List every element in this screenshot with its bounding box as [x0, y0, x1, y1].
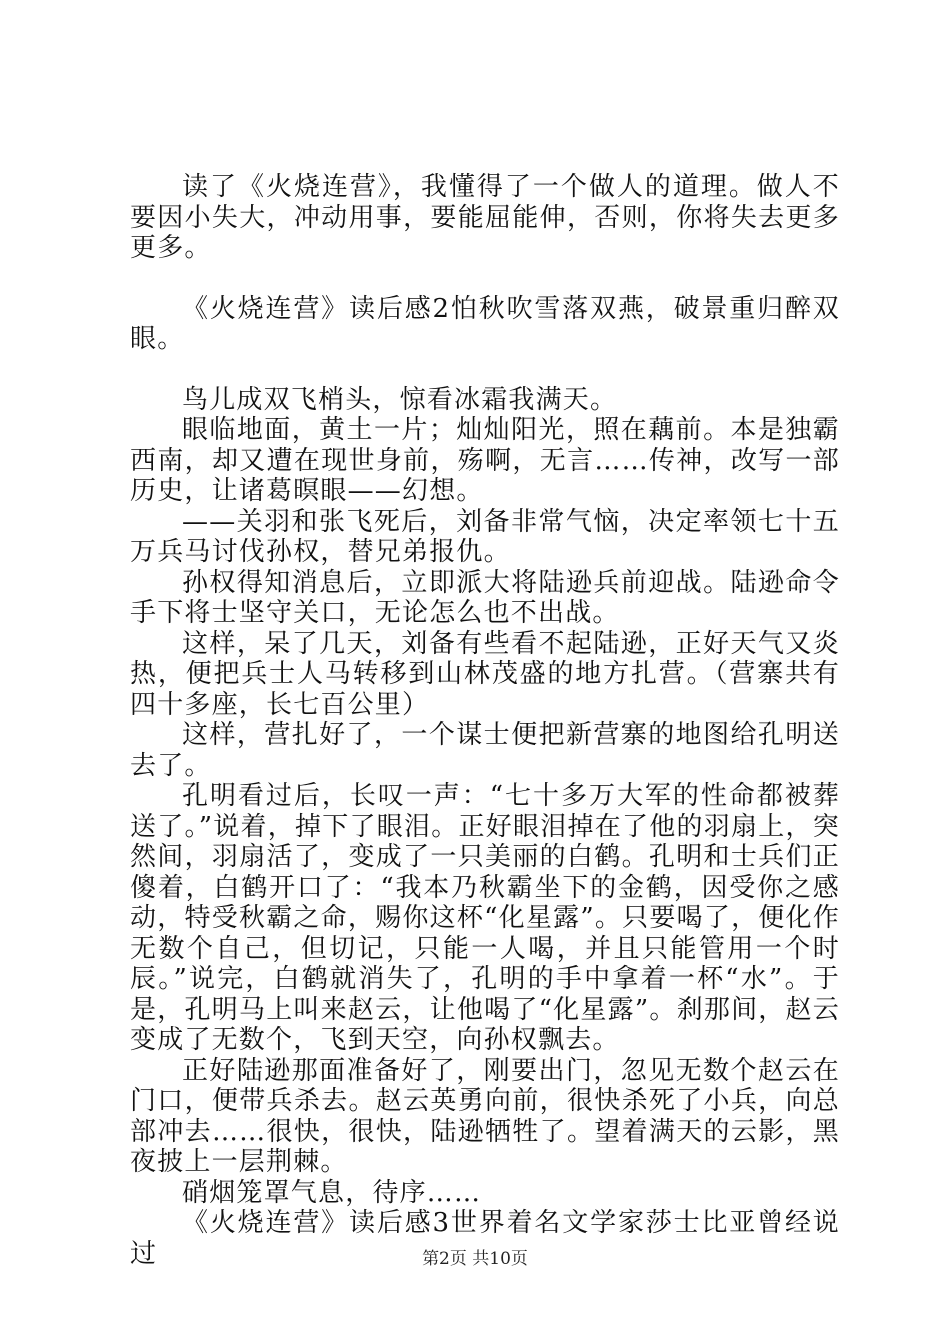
- paragraph: 鸟儿成双飞梢头，惊看冰霜我满天。: [182, 384, 618, 415]
- document-body: [130, 172, 840, 1269]
- paragraph: 孔明看过后，长叹一声：“七十多万大军的性命都被葬送了。”说着，掉下了眼泪。正好眼泪掉在了他的羽扇上，突然间，羽扇活了，变成了一只美丽的白鹤。孔明和士兵们正傻着，白鹤开口了：“我本乃秋霸坐下的金鹤，因受你之感动，特受秋霸之命，赐你这杯“化星露”。只要喝了，便化作无数个自己，但切记，只能一人喝，并且只能管用一个时辰。”说完，白鹤就消失了，孔明的手中拿着一杯“水”。于是，孔明马上叫来赵云，让他喝了“化星露”。刹那间，赵云变成了无数个，飞到天空，向孙权飘去。: [130, 781, 840, 1055]
- paragraph: 正好陆逊那面准备好了，刚要出门，忽见无数个赵云在门口，便带兵杀去。赵云英勇向前，很快杀死了小兵，向总部冲去……很快，很快，陆逊牺牲了。望着满天的云影，黑夜披上一层荆棘。: [130, 1055, 840, 1177]
- paragraph-heading: 《火烧连营》读后感3世界着名文学家莎士比亚曾经说过: [130, 1208, 840, 1269]
- paragraph: 读了《火烧连营》，我懂得了一个做人的道理。做人不要因小失大，冲动用事，要能屈能伸，否则，你将失去更多更多。: [130, 172, 840, 263]
- paragraph: 眼临地面，黄土一片；灿灿阳光，照在藕前。本是独霸西南，却又遭在现世身前，殇啊，无言……传神，改写一部历史，让诸葛暝眼——幻想。: [130, 415, 840, 506]
- paragraph: 这样，呆了几天，刘备有些看不起陆逊，正好天气又炎热，便把兵士人马转移到山林茂盛的地方扎营。（营寨共有四十多座，长七百公里）: [130, 628, 840, 720]
- paragraph-heading: 《火烧连营》读后感2怕秋吹雪落双燕，破景重归醉双眼。: [130, 293, 840, 354]
- paragraph: 这样，营扎好了，一个谋士便把新营寨的地图给孔明送去了。: [130, 720, 840, 781]
- paragraph: 孙权得知消息后，立即派大将陆逊兵前迎战。陆逊命令手下将士坚守关口，无论怎么也不出战。: [130, 567, 840, 628]
- paragraph: 硝烟笼罩气息，待序……: [182, 1177, 482, 1208]
- page-number-footer: 第2页 共10页: [422, 1249, 528, 1269]
- paragraph: ——关羽和张飞死后，刘备非常气恼，决定率领七十五万兵马讨伐孙权，替兄弟报仇。: [130, 506, 840, 567]
